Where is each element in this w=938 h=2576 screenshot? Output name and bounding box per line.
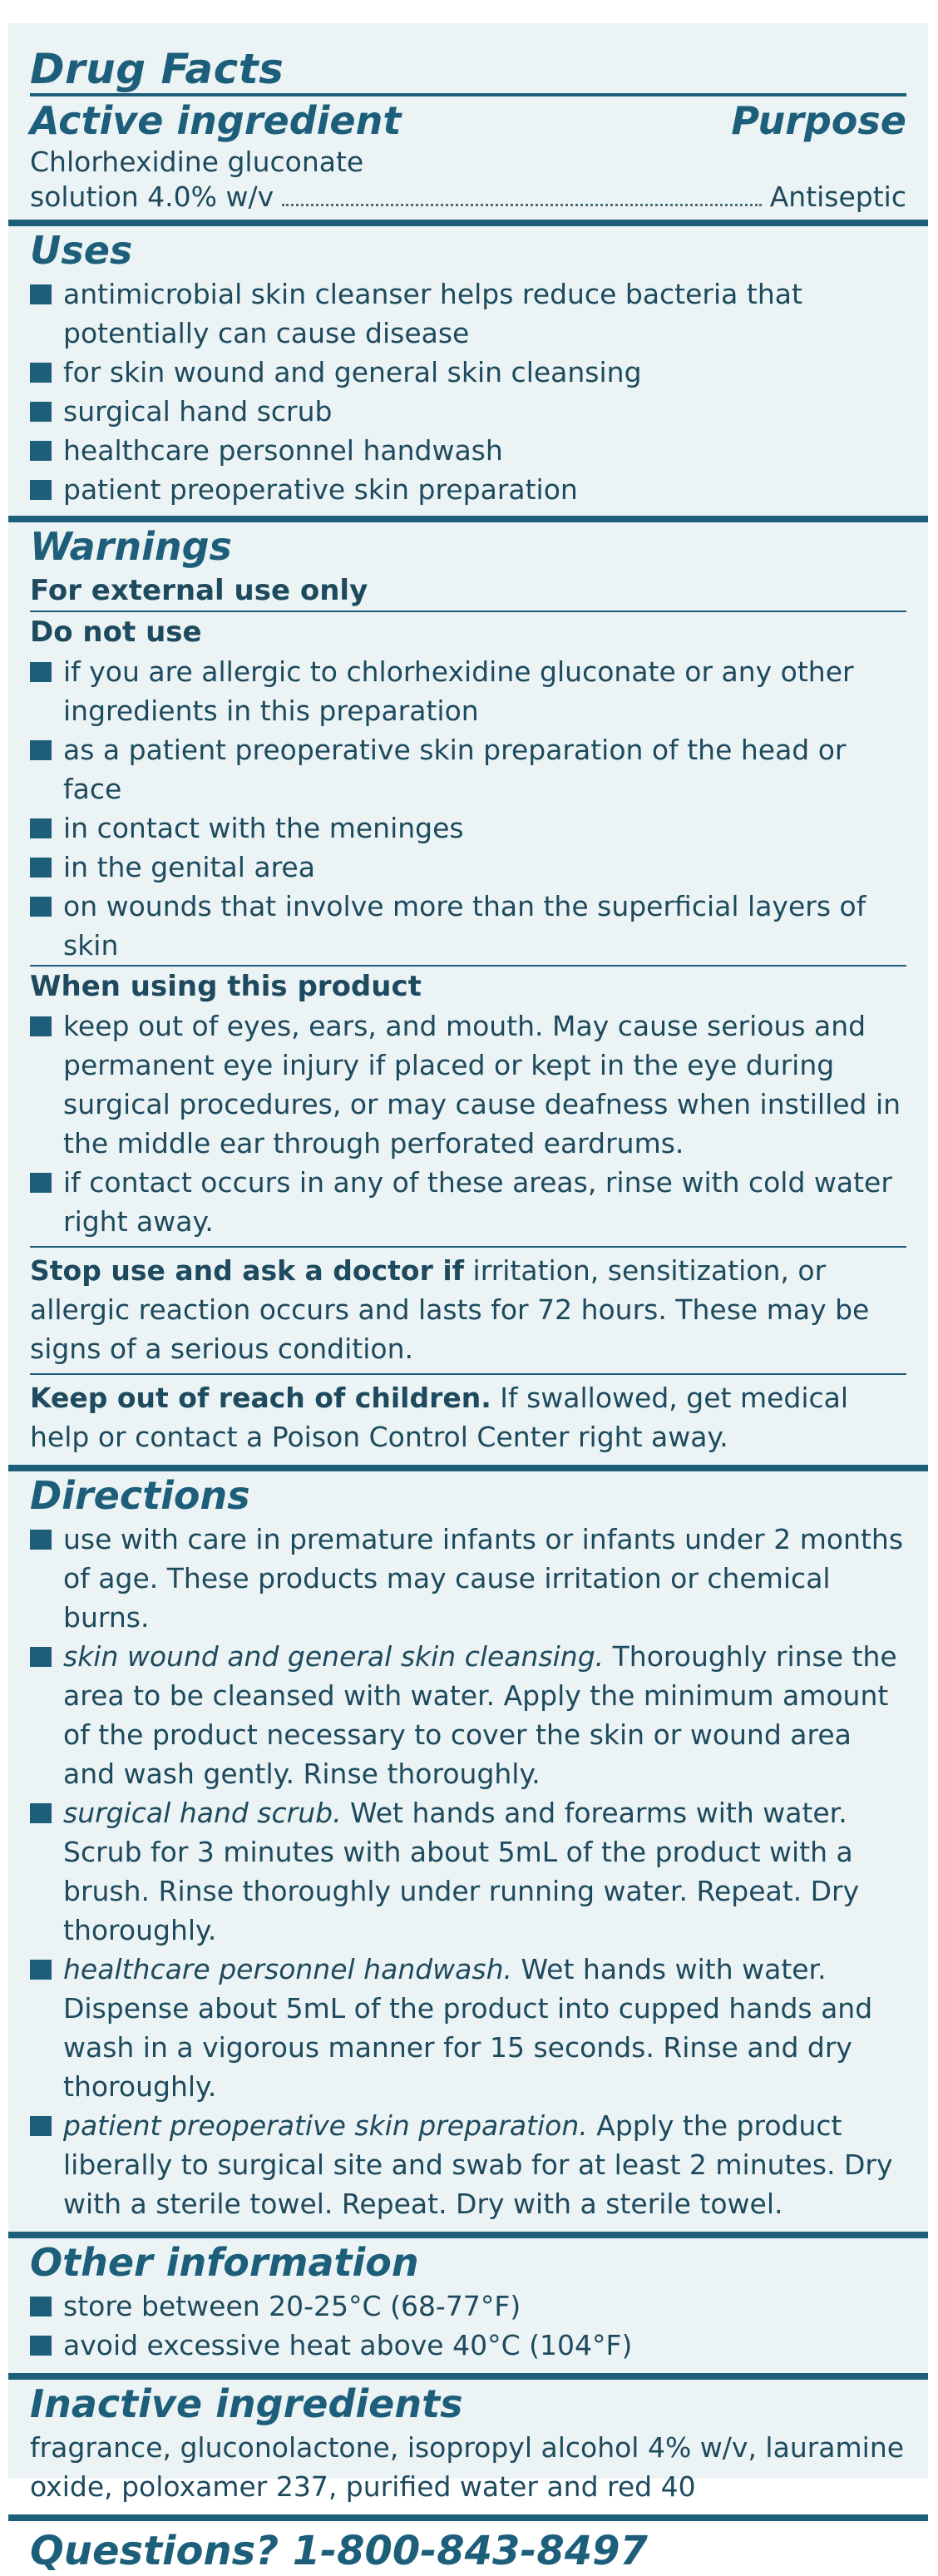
bullet-square-icon <box>30 2336 52 2356</box>
bullet-square-icon <box>30 480 52 500</box>
stop-use-label: Stop use and ask a doctor if <box>30 1254 465 1287</box>
bullet-square-icon <box>30 1647 52 1667</box>
list-item: surgical hand scrub. Wet hands and forearms with water. Scrub for 3 minutes with about 5mL of the product with a brush. Rinse thoroughly under running water. Repeat. Dry thoroughly. <box>30 1793 906 1950</box>
stop-use-paragraph: Stop use and ask a doctor if irritation, sensitization, or allergic reaction occurs and lasts for 72 hours. These may be signs of a serious condition. <box>30 1254 870 1365</box>
when-using-heading: When using this product <box>30 970 422 1003</box>
uses-heading: Uses <box>30 228 133 273</box>
other-info-list <box>30 2287 906 2365</box>
bullet-square-icon <box>30 662 52 682</box>
divider <box>30 1373 906 1375</box>
drug-facts-panel <box>8 23 928 2574</box>
list-item: in contact with the meninges <box>30 808 906 848</box>
list-item: keep out of eyes, ears, and mouth. May cause serious and permanent eye injury if placed or kept in the eye during surgical procedures, or may cause deafness when instilled in the middle ear through perforated eardrums. <box>30 1006 906 1163</box>
questions-phone: Questions? 1-800-843-8497 <box>30 2528 648 2574</box>
when-using-list <box>30 1006 906 1241</box>
external-use-note: For external use only <box>30 574 368 607</box>
bullet-square-icon <box>30 1803 52 1823</box>
list-item: for skin wound and general skin cleansing <box>30 353 906 392</box>
bullet-square-icon <box>30 441 52 461</box>
warnings-heading: Warnings <box>30 524 232 569</box>
ingredient-row <box>30 180 906 215</box>
active-ingredient-heading: Active ingredient <box>30 98 402 143</box>
list-item: as a patient preoperative skin preparation of the head or face <box>30 730 906 808</box>
bullet-square-icon <box>30 402 52 422</box>
ingredient-strength: solution 4.0% w/v <box>30 180 274 213</box>
keep-out-paragraph: Keep out of reach of children. If swallowed, get medical help or contact a Poison Control Center right away. <box>30 1382 849 1453</box>
bullet-square-icon <box>30 1016 52 1036</box>
bullet-square-icon <box>30 740 52 760</box>
drug-facts-title: Drug Facts <box>30 45 284 93</box>
bullet-square-icon <box>30 2116 52 2136</box>
bullet-square-icon <box>30 818 52 838</box>
list-item: skin wound and general skin cleansing. Thoroughly rinse the area to be cleansed with water. Apply the minimum amount of the product necessary to cover the skin or wound area and wash gently. Rinse thoroughly. <box>30 1637 906 1793</box>
list-item: patient preoperative skin preparation <box>30 470 906 509</box>
list-item: patient preoperative skin preparation. Apply the product liberally to surgical site and swab for at least 2 minutes. Dry with a sterile towel. Repeat. Dry with a sterile towel. <box>30 2106 906 2223</box>
divider <box>8 2373 928 2380</box>
divider <box>8 1465 928 1471</box>
ingredient-name: Chlorhexidine gluconate <box>30 146 364 178</box>
divider <box>8 2232 928 2238</box>
leader-dots <box>282 203 762 206</box>
directions-list <box>30 1520 906 2223</box>
divider <box>8 220 928 226</box>
list-item: antimicrobial skin cleanser helps reduce bacteria that potentially can cause disease <box>30 274 906 353</box>
list-item: healthcare personnel handwash <box>30 431 906 470</box>
list-item: healthcare personnel handwash. Wet hands with water. Dispense about 5mL of the product into cupped hands and wash in a vigorous manner for 15 seconds. Rinse and dry thoroughly. <box>30 1950 906 2106</box>
list-item: in the genital area <box>30 848 906 887</box>
divider <box>8 516 928 522</box>
list-item: store between 20-25°C (68-77°F) <box>30 2287 906 2326</box>
bullet-square-icon <box>30 1173 52 1193</box>
do-not-use-list <box>30 652 906 965</box>
list-item: if you are allergic to chlorhexidine gluconate or any other ingredients in this preparation <box>30 652 906 730</box>
bullet-square-icon <box>30 363 52 383</box>
list-item: use with care in premature infants or infants under 2 months of age. These products may cause irritation or chemical burns. <box>30 1520 906 1637</box>
list-item: avoid excessive heat above 40°C (104°F) <box>30 2326 906 2365</box>
bullet-square-icon <box>30 2297 52 2316</box>
purpose-heading: Purpose <box>731 98 906 143</box>
bullet-square-icon <box>30 284 52 304</box>
bullet-square-icon <box>30 1960 52 1980</box>
do-not-use-heading: Do not use <box>30 616 202 649</box>
bullet-square-icon <box>30 858 52 878</box>
inactive-ingredients-text: fragrance, gluconolactone, isopropyl alcohol 4% w/v, lauramine oxide, poloxamer 237, purified water and red 40 <box>30 2431 905 2503</box>
other-info-heading: Other information <box>30 2240 419 2285</box>
keep-out-label: Keep out of reach of children. <box>30 1382 491 1414</box>
uses-list <box>30 274 906 509</box>
inactive-ingredients-heading: Inactive ingredients <box>30 2381 463 2426</box>
list-item: surgical hand scrub <box>30 392 906 431</box>
purpose-value: Antiseptic <box>769 180 906 213</box>
active-ingredient-header <box>30 96 906 145</box>
list-item: if contact occurs in any of these areas, rinse with cold water right away. <box>30 1163 906 1241</box>
bullet-square-icon <box>30 1530 52 1550</box>
list-item: on wounds that involve more than the superficial layers of skin <box>30 887 906 965</box>
divider <box>8 2514 928 2521</box>
directions-heading: Directions <box>30 1473 250 1518</box>
bullet-square-icon <box>30 897 52 917</box>
divider <box>30 1246 906 1248</box>
